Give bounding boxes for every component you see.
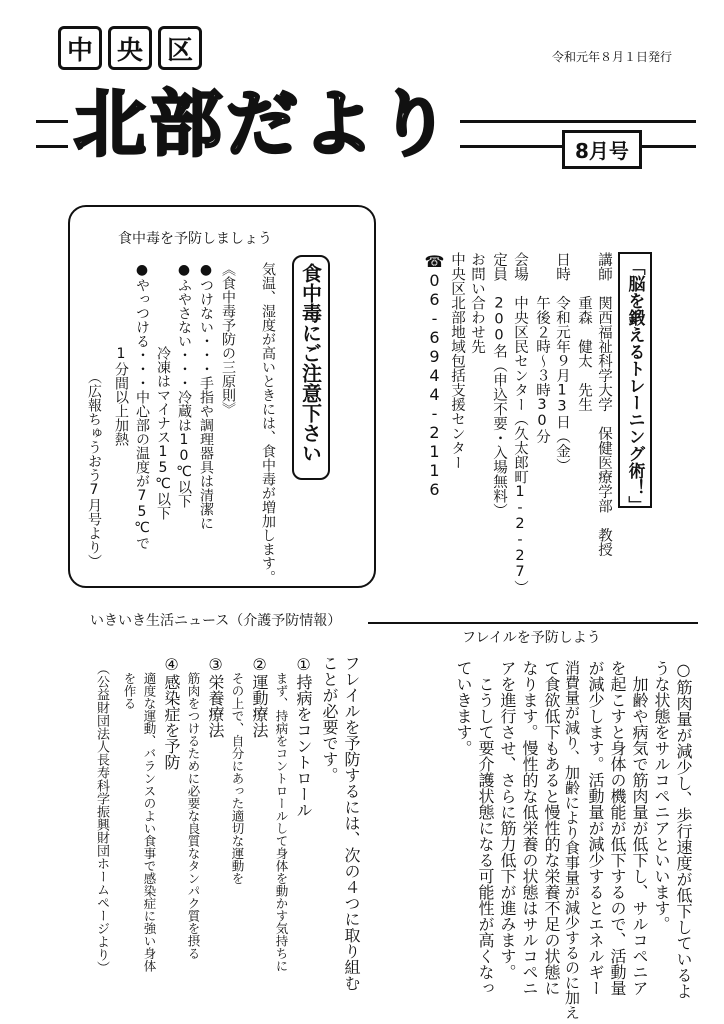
- ward-name: [58, 26, 202, 70]
- lecture-line: 日時 令和元年９月13日（金）: [554, 252, 570, 473]
- food-heading-box: [292, 255, 330, 480]
- measure-title: ①持病をコントロール: [294, 655, 313, 818]
- lecture-line: 重森 健太 先生: [576, 252, 592, 412]
- lecture-title: 「脳を鍛えるトレーニング術！」: [624, 258, 645, 513]
- frailty-line: こうして要介護状態になる可能性が高くなっ: [476, 660, 495, 996]
- measure-title: ④感染症を予防: [162, 655, 181, 770]
- frailty-line: が減少します。活動量が減少するとエネルギー: [586, 660, 605, 996]
- lecture-title-box: [618, 252, 652, 513]
- food-heading: 食中毒にご注意下さい: [298, 263, 323, 463]
- food-line: ●つけない・・・手指や調理器具は清潔に: [198, 262, 214, 530]
- lecture-line: 午後２時～３時30分: [534, 252, 550, 444]
- frailty-line: アを進行させ、さらに筋力低下が進みます。: [498, 660, 517, 980]
- frailty-line: うな状態をサルコペニアといいます。: [652, 660, 671, 932]
- measure-desc: 筋肉をつけるために必要な良質なタンパク質を摂る: [186, 672, 201, 960]
- food-line: 《食中毒予防の三原則》: [220, 262, 236, 416]
- frailty-line: て食欲低下もあると慢性的な栄養不足の状態に: [542, 660, 561, 996]
- ward-char: 中: [58, 26, 102, 70]
- lecture-line: 会場 中央区民センター（久太郎町1-2-27）: [512, 252, 528, 595]
- measure-title: ②運動療法: [250, 655, 269, 738]
- ward-char: 区: [158, 26, 202, 70]
- lecture-line: 定員 200名（申込不要・入場無料）: [491, 252, 507, 518]
- newsletter-title: 北部だより: [68, 88, 460, 160]
- food-box-label: 食中毒を予防しましょう: [118, 231, 272, 247]
- frailty-line: ていきます。: [454, 660, 473, 756]
- measure-desc: を作る: [122, 672, 137, 710]
- food-line: ●ふやさない・・・冷蔵は10℃以下: [176, 262, 192, 508]
- frailty-line: 加齢や病気で筋肉量が低下し、サルコペニア: [630, 660, 649, 996]
- lecture-line: お問い合わせ先: [469, 252, 485, 354]
- measure-desc: まず、持病をコントロールして身体を動かす気持ちに: [274, 672, 289, 972]
- frailty-line: なります。慢性的な低栄養の状態はサルコペニ: [520, 660, 539, 996]
- lecture-line: 講師 関西福祉科学大学 保健医療学部 教授: [596, 252, 612, 557]
- ward-char: 央: [108, 26, 152, 70]
- issue-badge: 8月号: [562, 130, 642, 169]
- food-line: ●やっつける・・・中心部の温度が75℃で: [134, 262, 150, 550]
- food-line: 1分間以上加熱: [113, 262, 129, 446]
- food-source: （広報ちゅうおう7月号より）: [86, 370, 102, 568]
- measure-desc: 適度な運動、バランスのよい食事で感染症に強い身体: [142, 672, 157, 972]
- news-section-label: いきいき生活ニュース（介護予防情報）: [90, 613, 342, 629]
- measure-desc: その上で、自分にあった適切な運動を: [230, 672, 245, 885]
- food-line: 冷凍はマイナス15℃以下: [155, 262, 171, 520]
- frailty-line: 消費量が減り、加齢により食事量が減少するのに加え: [563, 660, 581, 1020]
- measure-title: ③栄養療法: [206, 655, 225, 738]
- measures-intro: フレイルを予防するには、次の４つに取り組む: [342, 655, 361, 991]
- frailty-line: ○筋肉量が減少し、歩行速度が低下しているよ: [674, 660, 693, 999]
- lecture-line: 中央区北部地域包括支援センター: [449, 252, 465, 470]
- issue-date: 令和元年８月１日発行: [552, 50, 673, 64]
- frailty-line: を起こすと身体の機能が低下するので、活動量: [608, 660, 627, 996]
- measures-intro: ことが必要です。: [320, 655, 339, 783]
- food-line: 気温、湿度が高いときには、食中毒が増加します。: [260, 262, 276, 584]
- section-divider: [368, 622, 698, 624]
- lecture-phone: ☎06-6944-2116: [425, 252, 444, 499]
- frailty-label: フレイルを予防しよう: [462, 630, 601, 646]
- news-source: （公益財団法人長寿科学振興財団ホームページより）: [94, 662, 109, 974]
